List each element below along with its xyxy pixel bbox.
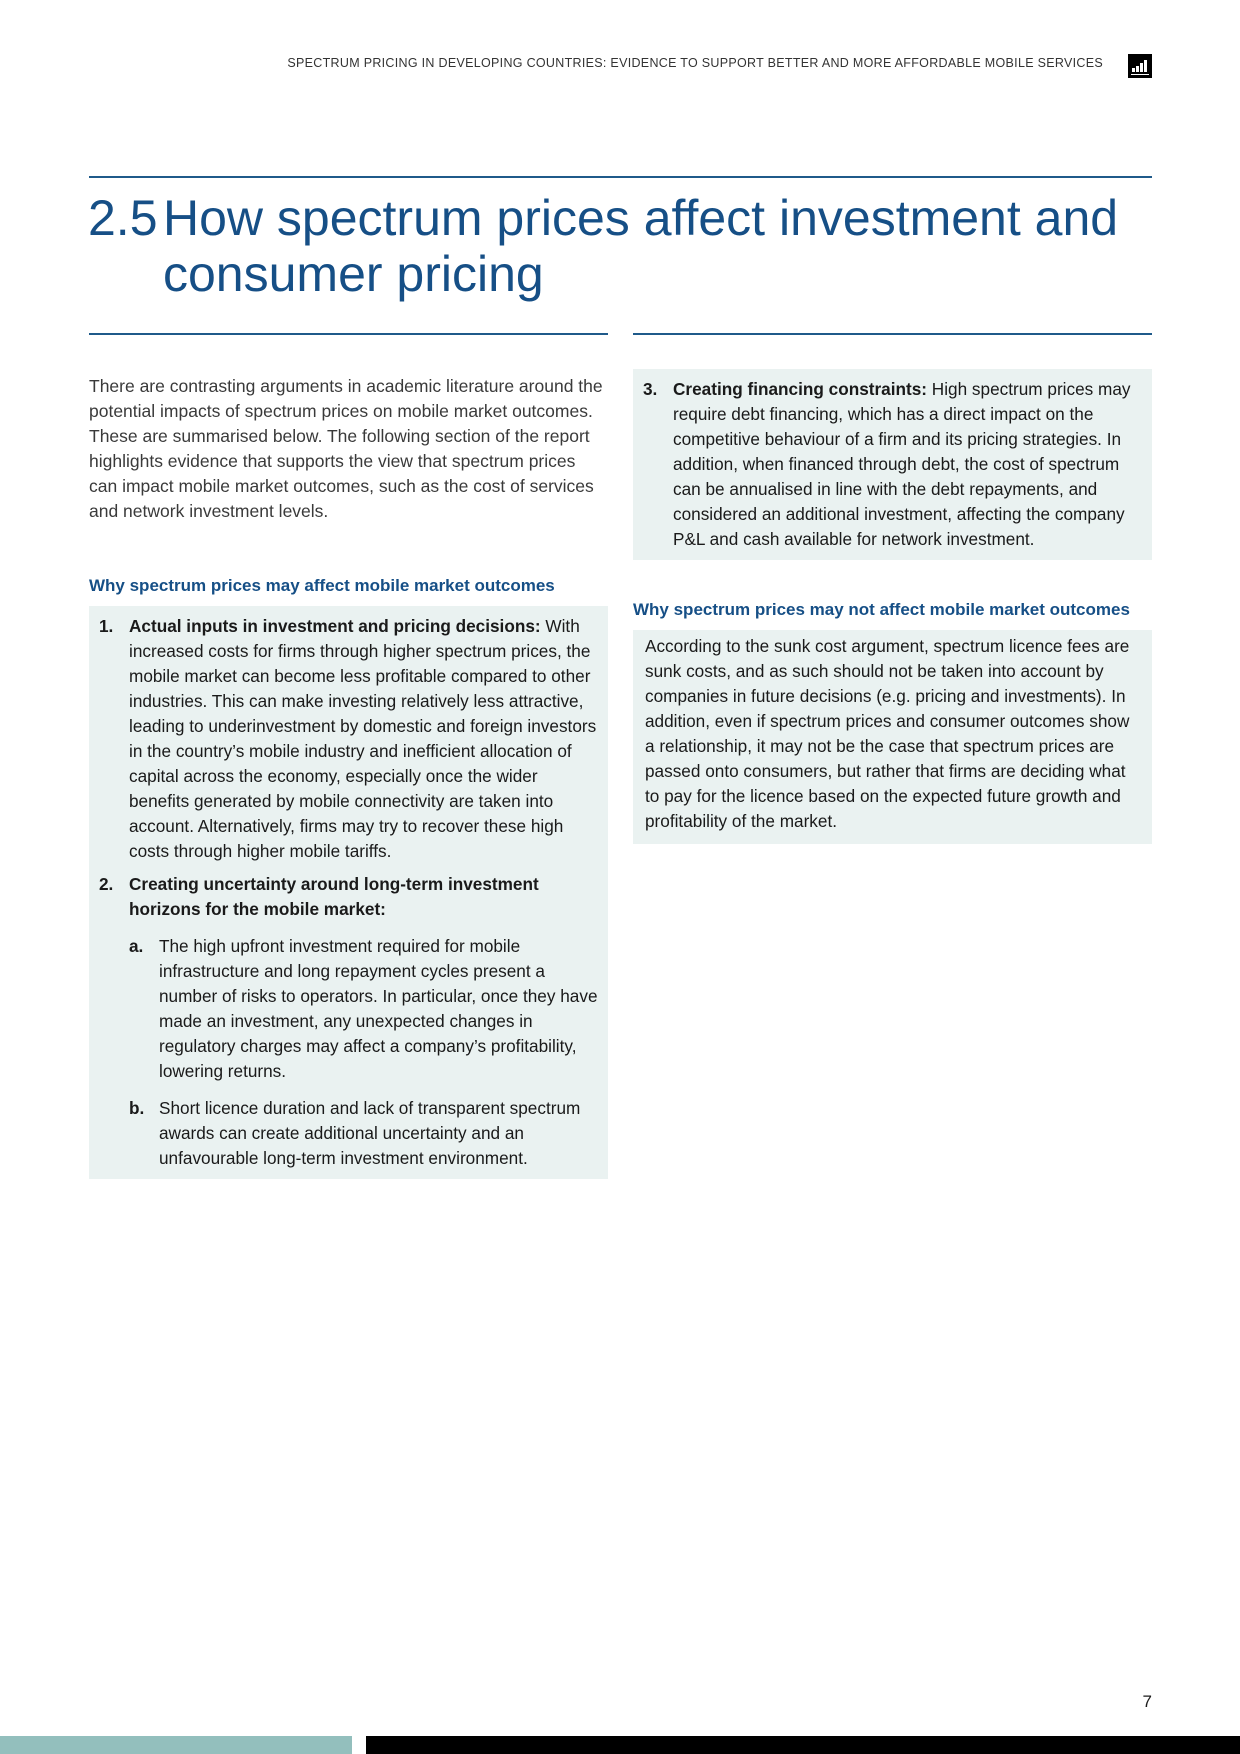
sub-list [129,934,598,1171]
not-affect-heading: Why spectrum prices may not affect mobile market outcomes [633,600,1130,619]
section-title [88,190,1158,302]
list-item [99,614,598,864]
footer-bar-teal [0,1736,352,1754]
affect-heading: Why spectrum prices may affect mobile market outcomes [89,576,555,595]
affect-box [89,606,608,1179]
list-marker: 2. [99,874,114,894]
intro-paragraph: There are contrasting arguments in academic literature around the potential impacts of spectrum prices on mobile market outcomes. These are summarised below. The following section of the report highlights evidence that supports the view that spectrum prices can impact mobile market outcomes, such as the cost of services and network investment levels. [89,376,603,521]
list-item [643,377,1142,552]
left-column [89,374,608,1179]
affect-box-continued [633,369,1152,560]
item-lead: Creating financing constraints: [673,379,928,399]
page-number: 7 [1142,1692,1152,1711]
right-column [633,369,1152,844]
running-header: SPECTRUM PRICING IN DEVELOPING COUNTRIES: EVIDENCE TO SUPPORT BETTER AND MORE AFFORDABLE MOBILE SERVICES [287,56,1103,70]
list-item [99,872,598,1171]
section-title-text: How spectrum prices affect investment and consumer pricing [163,190,1119,302]
item-text: High spectrum prices may require debt financing, which has a direct impact on the competitive behaviour of a firm and its pricing strategies. In addition, when financed through debt, the cost of spectrum can be annualised in line with the debt repayments, and considered an additional investment, affecting the company P&L and cash available for network investment. [673,379,1131,549]
sub-list-item [129,1096,598,1171]
logo-icon [1128,54,1152,78]
column-rule-right [633,333,1152,335]
sub-item-text: Short licence duration and lack of transparent spectrum awards can create additional uncertainty and an unfavourable long-term investment environment. [159,1098,581,1168]
not-affect-box [633,630,1152,844]
list-marker: 1. [99,616,114,636]
sub-list-marker: b. [129,1098,145,1118]
item-lead: Creating uncertainty around long-term investment horizons for the mobile market: [129,874,539,919]
list-marker: 3. [643,379,658,399]
section-number: 2.5 [88,190,158,246]
item-lead: Actual inputs in investment and pricing decisions: [129,616,541,636]
footer-bar-black [366,1736,1240,1754]
sub-list-item [129,934,598,1084]
title-rule [89,176,1152,178]
not-affect-text: According to the sunk cost argument, spectrum licence fees are sunk costs, and as such should not be taken into account by companies in future decisions (e.g. pricing and investments). In addition, even if spectrum prices and consumer outcomes show a relationship, it may not be the case that spectrum prices are passed onto consumers, but rather that firms are deciding what to pay for the licence based on the expected future growth and profitability of the market. [645,636,1130,831]
sub-item-text: The high upfront investment required for mobile infrastructure and long repayment cycles present a number of risks to operators. In particular, once they have made an investment, any unexpected changes in regulatory charges may affect a company’s profitability, lowering returns. [159,936,598,1081]
item-text: With increased costs for firms through higher spectrum prices, the mobile market can become less profitable compared to other industries. This can make investing relatively less attractive, leading to underinvestment by domestic and foreign investors in the country’s mobile industry and inefficient allocation of capital across the economy, especially once the wider benefits generated by mobile connectivity are taken into account. Alternatively, firms may try to recover these high costs through higher mobile tariffs. [129,616,597,861]
sub-list-marker: a. [129,936,144,956]
column-rule-left [89,333,608,335]
